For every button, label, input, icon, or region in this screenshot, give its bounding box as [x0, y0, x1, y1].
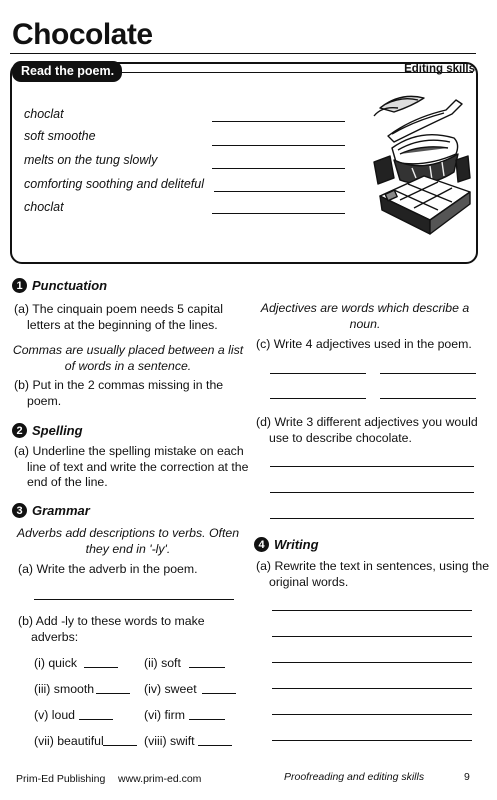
answer-line[interactable]: [272, 714, 472, 715]
poem-line-2: soft smoothe: [24, 129, 96, 143]
poem-line-1: choclat: [24, 107, 64, 121]
section-3-badge: 3: [12, 503, 27, 518]
read-poem-label: Read the poem.: [12, 61, 122, 82]
word-swift: (viii) swift: [144, 734, 195, 748]
answer-line[interactable]: [272, 610, 472, 611]
answer-line[interactable]: [189, 719, 225, 720]
chocolate-illustration: [372, 88, 472, 236]
answer-line[interactable]: [103, 745, 137, 746]
answer-line[interactable]: [189, 667, 225, 668]
answer-line[interactable]: [212, 168, 345, 169]
answer-line[interactable]: [212, 145, 345, 146]
adverb-tip: Adverbs add descriptions to verbs. Often they end in '-ly'.: [16, 526, 240, 556]
question-2a: (a) Underline the spelling mistake on each line of text and write the correction at the end of the line.: [14, 444, 249, 489]
editing-skills-label: Editing skills: [404, 63, 475, 75]
answer-line[interactable]: [212, 213, 345, 214]
answer-line[interactable]: [270, 398, 366, 399]
word-quick: (i) quick: [34, 656, 78, 670]
footer-url: www.prim-ed.com: [118, 773, 202, 785]
question-1a: (a) The cinquain poem needs 5 capital letters at the beginning of the lines.: [14, 302, 223, 332]
answer-line[interactable]: [272, 662, 472, 663]
answer-line[interactable]: [380, 398, 476, 399]
section-2-title: Spelling: [32, 423, 83, 438]
answer-line[interactable]: [202, 693, 236, 694]
adjective-tip: Adjectives are words which describe a noun.: [260, 301, 470, 331]
word-sweet: (iv) sweet: [144, 682, 197, 696]
section-4-title: Writing: [274, 537, 319, 552]
question-3a: (a) Write the adverb in the poem.: [18, 562, 198, 576]
poem-line-5: choclat: [24, 200, 64, 214]
footer-book-title: Proofreading and editing skills: [284, 771, 425, 783]
answer-line[interactable]: [212, 121, 345, 122]
question-1b: (b) Put in the 2 commas missing in the poem.: [14, 378, 224, 408]
answer-line[interactable]: [84, 667, 118, 668]
answer-line[interactable]: [34, 599, 234, 600]
section-3-title: Grammar: [32, 503, 90, 518]
word-firm: (vi) firm: [144, 708, 185, 722]
word-smooth: (iii) smooth: [34, 682, 95, 696]
question-c: (c) Write 4 adjectives used in the poem.: [256, 337, 472, 351]
section-1-badge: 1: [12, 278, 27, 293]
answer-line[interactable]: [272, 688, 472, 689]
title-rule: [10, 53, 476, 54]
answer-line[interactable]: [79, 719, 113, 720]
answer-line[interactable]: [270, 518, 474, 519]
footer-publisher: Prim-Ed Publishing: [16, 773, 106, 785]
question-4a: (a) Rewrite the text in sentences, using the original words.: [256, 559, 490, 589]
word-soft: (ii) soft: [144, 656, 181, 670]
section-2-badge: 2: [12, 423, 27, 438]
poem-line-3: melts on the tung slowly: [24, 153, 158, 167]
answer-line[interactable]: [270, 466, 474, 467]
word-beautiful: (vii) beautiful: [34, 734, 104, 748]
answer-line[interactable]: [214, 191, 345, 192]
section-1-title: Punctuation: [32, 278, 108, 293]
answer-line[interactable]: [270, 373, 366, 374]
page-title: Chocolate: [12, 18, 153, 51]
section-4-badge: 4: [254, 537, 269, 552]
answer-line[interactable]: [96, 693, 130, 694]
poem-line-4: comforting soothing and deliteful: [24, 177, 204, 191]
answer-line[interactable]: [198, 745, 232, 746]
answer-line[interactable]: [272, 636, 472, 637]
word-loud: (v) loud: [34, 708, 76, 722]
answer-line[interactable]: [272, 740, 472, 741]
question-3b: (b) Add -ly to these words to make adverbs:: [18, 614, 205, 644]
page-number: 9: [464, 771, 470, 783]
question-d: (d) Write 3 different adjectives you would use to describe chocolate.: [256, 415, 478, 445]
answer-line[interactable]: [270, 492, 474, 493]
comma-tip: Commas are usually placed between a list of words in a sentence.: [12, 343, 244, 373]
answer-line[interactable]: [380, 373, 476, 374]
